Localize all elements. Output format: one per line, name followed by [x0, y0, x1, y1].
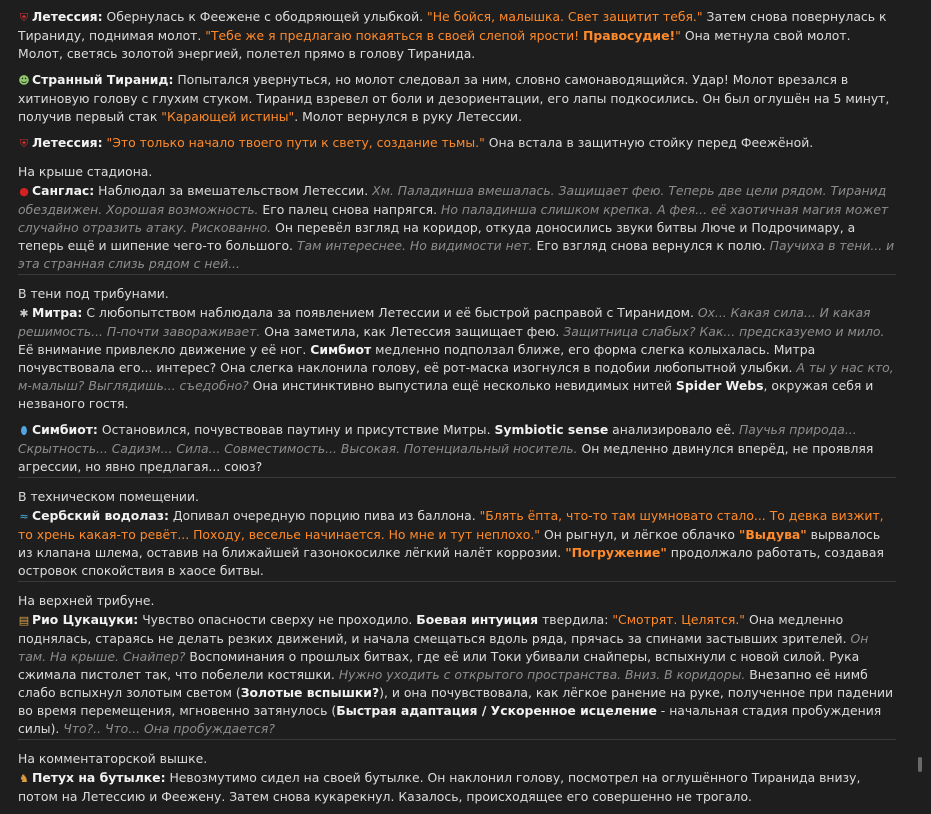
message-text: Он перевёл взгляд на коридор, откуда доносились звуки битвы Люче и Подрочимару, а теперь ещё и шипение чего-то большого. [18, 220, 856, 253]
bold-text: Митра: [32, 305, 83, 320]
message-text: С любопытством наблюдала за появлением Летессии и её быстрой расправой с Тиранидом. [82, 305, 698, 320]
inner-thought: Хм. Паладинша вмешалась. Защищает фею. Теперь две цели рядом. Тиранид обездвижен. Хорошая возможность. [18, 183, 887, 217]
scrollbar-track[interactable] [917, 0, 931, 772]
message-text: вырвалось из клапана шлема, оставив на ближайшей газонокосилке лёгкий налёт коррозии. [18, 527, 881, 560]
chat-message [18, 507, 896, 580]
chat-message [18, 769, 896, 806]
message-text: Попытался увернуться, но молот следовал за ним, словно самонаводящийся. Удар! Молот врезался в хитиновую голову с глухим стуком. Тиранид взревел от боли и дезориентации, его лапы подкосились. Он был оглушён на 5 минут, получив первый стак [18, 72, 890, 124]
message-text: Внезапно её нимб слабо вспыхнул золотым светом ( [18, 667, 868, 700]
quote-text: "Смотрят. Целятся." [612, 612, 745, 627]
message-text: твердила: [538, 612, 613, 627]
chat-message [18, 182, 896, 273]
scene-heading: В техническом помещении. [18, 489, 199, 504]
shield-icon: ⛨ [19, 11, 29, 24]
message-text: Допивал очередную порцию пива из баллона. [168, 508, 480, 523]
message-text: Обернулась к Феежене с ободряющей улыбкой. [102, 9, 427, 24]
bold-text: Spider Webs [675, 378, 764, 393]
chat-message [18, 8, 896, 63]
bold-text: Боевая интуиция [416, 612, 539, 627]
bold-text: Симбиот [310, 342, 372, 357]
spider-icon: ✱ [19, 307, 29, 320]
message-text: Воспоминания о прошлых битвах, где её или Токи убивали снайперы, вспыхнули с новой силой. Рука сжимала пистолет так, что побелели костяшки. [18, 649, 860, 682]
message-text: Его палец снова напрягся. [258, 202, 441, 217]
scene-heading: На комментаторской вышке. [18, 751, 208, 766]
blood-drop-icon: ● [19, 185, 29, 198]
bold-text: Петух на бутылке: [32, 770, 166, 785]
quote-text: "Тебе же я предлагаю покаяться в своей слепой ярости! [205, 28, 584, 43]
message-text: . Молот вернулся в руку Летессии. [294, 109, 523, 124]
message-text: Она заметила, как Летессия защищает фею. [260, 324, 564, 339]
inner-thought: Нужно уходить с открытого пространства. Вниз. В коридоры. [338, 667, 746, 682]
wave-icon: ≈ [19, 510, 29, 523]
scrollbar-thumb[interactable] [918, 757, 922, 772]
bold-text: Рио Цукацуки: [32, 612, 139, 627]
message-text: Она инстинктивно выпустила ещё несколько невидимых нитей [248, 378, 676, 393]
message-text: , окружая себя и незваного гостя. [18, 378, 874, 411]
alien-icon: ☻ [18, 74, 30, 87]
message-text: Остановился, почувствовав паутину и присутствие Митры. [97, 422, 495, 437]
inner-thought: Паучиха в тени... и эта странная слизь рядом с ней... [18, 238, 895, 271]
skill-quote: "Выдува" [738, 527, 807, 542]
quote-text: "Не бойся, малышка. Свет защитит тебя." [427, 9, 703, 24]
books-icon: ▤ [18, 614, 30, 627]
message-text: - начальная стадия пробуждения силы). [18, 703, 882, 736]
message-text: Она встала в защитную стойку перед Феежёной. [484, 135, 814, 150]
section-divider [18, 274, 896, 275]
message-text: Она медленно поднялась, стараясь не делать резких движений, и начала смещаться вдоль ряда, прячась за спинами застывших зрителей. [18, 612, 851, 646]
inner-thought: Ох... Какая сила... И какая решимость... П-почти завораживает. [18, 305, 871, 339]
bold-text: Золотые вспышки? [240, 685, 380, 700]
message-text: Чувство опасности сверху не проходило. [138, 612, 417, 627]
section-divider [18, 581, 896, 582]
bold-text: Быстрая адаптация / Ускоренное исцеление [336, 703, 657, 718]
chat-message [18, 304, 896, 413]
bold-text: Симбиот: [32, 422, 98, 437]
bold-text: Сербский водолаз: [32, 508, 169, 523]
inner-thought: А ты у нас кто, м-малыш? Выглядишь... съедобно? [18, 360, 894, 393]
inner-thought: Он там. На крыше. Снайпер? [18, 631, 869, 664]
message-text: Затем снова повернулась к Тираниду, поднимая молот. [18, 9, 887, 43]
quote-text: "Блять ёпта, что-то там шумновато стало... То девка визжит, то хрень какая-то ревёт... Походу, веселье начинается. Но мне и тут неплохо." [18, 508, 884, 542]
message-text: Его взгляд снова вернулся к полю. [532, 238, 770, 253]
quote-text: "Это только начало твоего пути к свету, создание тьмы." [106, 135, 485, 150]
inner-thought: Но паладинша слишком крепка. А фея... её хаотичная магия может случайно отразить атаку. Рискованно. [18, 202, 889, 235]
section-divider [18, 477, 896, 478]
chat-log [18, 8, 896, 814]
bold-text: Летессия: [32, 9, 103, 24]
message-text: медленно подползал ближе, его форма слегка колыхалась. Митра почувствовала его... интерес? Она слегка наклонила голову, её рот-маска изогнулся в подобии любопытной улыбки. [18, 342, 816, 375]
inner-thought: Там интереснее. Но видимости нет. [296, 238, 533, 253]
quote-text: "Карающей истины" [161, 109, 295, 124]
scene-heading: В тени под трибунами. [18, 286, 169, 301]
inner-thought: Что?.. Что... Она пробуждается? [63, 721, 275, 736]
scene-heading: На крыше стадиона. [18, 164, 153, 179]
chat-message [18, 421, 896, 476]
chat-message [18, 134, 896, 153]
message-text: Он медленно двинулся вперёд, не проявляя агрессии, но явно предлагая... союз? [18, 441, 874, 474]
scene-heading: На верхней трибуне. [18, 593, 155, 608]
message-text: ), и она почувствовала, как лёгкое ранение на руке, полученное при падении во время перемещения, мгновенно затянулось ( [18, 685, 894, 718]
message-text: продолжало работать, создавая островок спокойствия в хаосе битвы. [18, 545, 884, 578]
bold-text: Symbiotic sense [494, 422, 609, 437]
message-text: Невозмутимо сидел на своей бутылке. Он наклонил голову, посмотрел на оглушённого Тиранида внизу, потом на Летессию и Феежену. Затем снова кукарекнул. Казалось, происходящее его совершенно не трогало. [18, 770, 861, 804]
skill-quote: Правосудие! [583, 28, 676, 43]
shield-icon: ⛨ [19, 137, 29, 150]
quote-text: " [675, 28, 681, 43]
message-text: Он рыгнул, и лёгкое облачко [540, 527, 739, 542]
message-text: Наблюдал за вмешательством Летессии. [94, 183, 373, 198]
bold-text: Странный Тиранид: [32, 72, 174, 87]
inner-thought: Паучья природа... Скрытность... Садизм... Сила... Совместимость... Высокая. Потенциальный носитель. [18, 422, 857, 456]
skill-quote: "Погружение" [565, 545, 667, 560]
message-text: Её внимание привлекло движение у её ног. [18, 342, 311, 357]
chat-message [18, 71, 896, 126]
section-divider [18, 739, 896, 740]
pill-icon: ⬮ [20, 424, 28, 437]
bold-text: Санглас: [32, 183, 95, 198]
message-text: анализировало её. [608, 422, 739, 437]
inner-thought: Защитница слабых? Как... предсказуемо и мило. [563, 324, 885, 339]
chat-message [18, 611, 896, 738]
bold-text: Летессия: [32, 135, 103, 150]
rooster-icon: ♞ [19, 772, 29, 785]
message-text: Она метнула свой молот. Молот, светясь золотой энергией, полетел прямо в голову Тиранида. [18, 28, 851, 61]
